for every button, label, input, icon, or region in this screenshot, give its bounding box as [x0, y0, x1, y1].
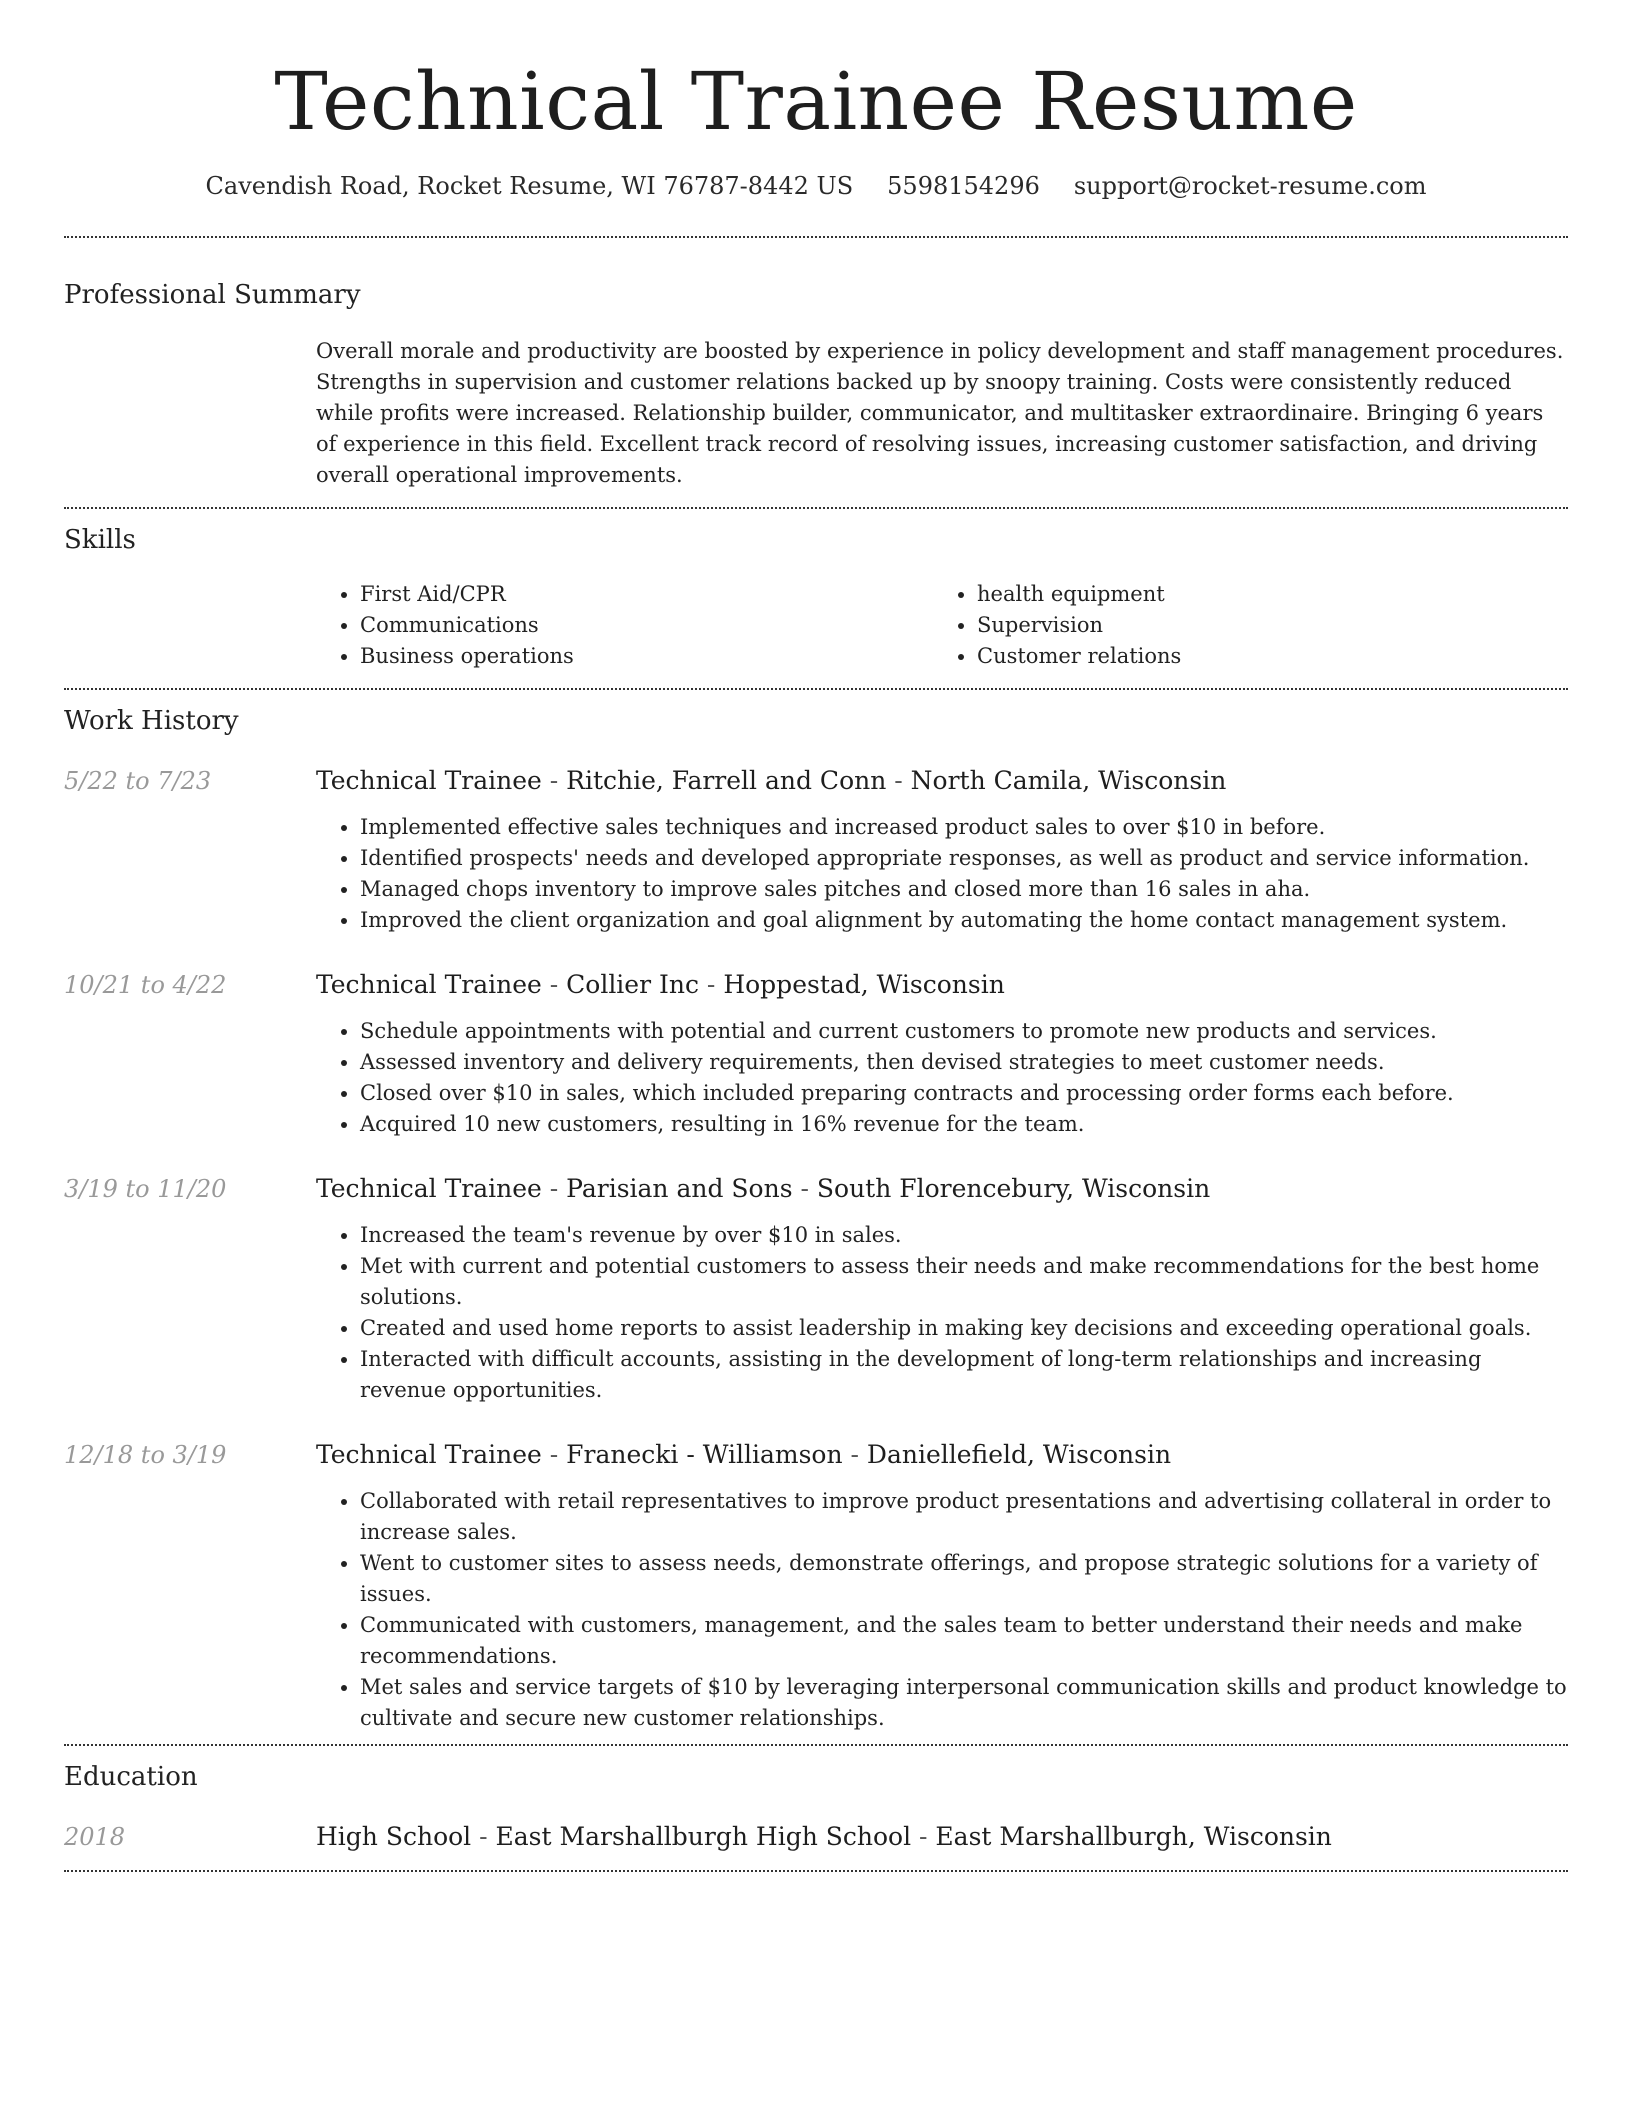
job-entry: [64, 764, 1568, 936]
job-bullet: • Went to customer sites to assess needs, demonstrate offerings, and propose strategic solutions for a variety of issues.: [360, 1548, 1568, 1610]
contact-email: support@rocket-resume.com: [1073, 172, 1427, 200]
job-separator: -: [792, 1174, 817, 1203]
skill-item: • First Aid/CPR: [360, 579, 933, 610]
job-bullet: • Collaborated with retail representatives to improve product presentations and advertising collateral in order to increase sales.: [360, 1486, 1568, 1548]
job-date: 5/22 to 7/23: [64, 767, 212, 795]
skill-item: • health equipment: [977, 579, 1568, 610]
divider: [64, 507, 1568, 509]
job-date: 12/18 to 3/19: [64, 1441, 227, 1469]
divider: [64, 688, 1568, 690]
job-bullet: • Assessed inventory and delivery requirements, then devised strategies to meet customer needs.: [360, 1047, 1568, 1078]
job-bullet: • Managed chops inventory to improve sales pitches and closed more than 16 sales in aha.: [360, 874, 1568, 905]
job-entry: [64, 1172, 1568, 1406]
education-separator: -: [911, 1822, 936, 1851]
job-bullets: [316, 812, 1568, 936]
job-role: Technical Trainee: [316, 970, 542, 999]
job-heading: [316, 1172, 1568, 1206]
job-entry: [64, 968, 1568, 1140]
job-heading: [316, 1438, 1568, 1472]
skills-heading: Skills: [64, 525, 136, 555]
summary-text: Overall morale and productivity are boosted by experience in policy development and staff management procedures. Strengths in supervision and customer relations backed up by snoopy training. Costs were consistently reduced while profits were increased. Relationship builder, communicator, and multitasker extraordinaire. Bringing 6 years of experience in this field. Excellent track record of resolving issues, increasing customer satisfaction, and driving overall operational improvements.: [316, 339, 1564, 487]
education-date: 2018: [64, 1823, 126, 1851]
education-heading: Education: [64, 1762, 198, 1792]
job-location: Daniellefield, Wisconsin: [866, 1440, 1172, 1469]
job-bullet: • Closed over $10 in sales, which included preparing contracts and processing order forms each before.: [360, 1078, 1568, 1109]
education-degree: High School: [316, 1822, 472, 1851]
job-company: Ritchie, Farrell and Conn: [566, 766, 887, 795]
skill-item: • Business operations: [360, 641, 933, 672]
job-bullets: [316, 1016, 1568, 1140]
skills-grid: [316, 579, 1568, 672]
job-body: [316, 1438, 1568, 1734]
job-company: Collier Inc: [566, 970, 699, 999]
skill-item: • Communications: [360, 610, 933, 641]
work-list: [64, 764, 1568, 1734]
job-date: 3/19 to 11/20: [64, 1175, 227, 1203]
job-role: Technical Trainee: [316, 766, 542, 795]
job-separator: -: [541, 766, 567, 795]
work-heading: Work History: [64, 706, 239, 736]
job-separator: -: [541, 1440, 567, 1469]
skill-item: • Customer relations: [977, 641, 1568, 672]
job-body: [316, 968, 1568, 1140]
education-location: East Marshallburgh, Wisconsin: [935, 1822, 1332, 1851]
job-body: [316, 764, 1568, 936]
job-bullet: • Increased the team's revenue by over $10 in sales.: [360, 1220, 1568, 1251]
job-bullet: • Interacted with difficult accounts, assisting in the development of long-term relationships and increasing revenue opportunities.: [360, 1344, 1568, 1406]
job-location: Hoppestad, Wisconsin: [723, 970, 1005, 999]
job-bullet: • Met with current and potential customers to assess their needs and make recommendations for the best home solutions.: [360, 1251, 1568, 1313]
job-bullets: [316, 1486, 1568, 1734]
job-separator: -: [541, 970, 567, 999]
contact-address: Cavendish Road, Rocket Resume, WI 76787-8442 US: [205, 172, 854, 200]
skills-list-left: [316, 579, 933, 672]
job-bullet: • Improved the client organization and goal alignment by automating the home contact management system.: [360, 905, 1568, 936]
job-bullet: • Acquired 10 new customers, resulting in 16% revenue for the team.: [360, 1109, 1568, 1140]
job-separator: -: [698, 970, 724, 999]
job-company: Franecki - Williamson: [566, 1440, 843, 1469]
divider: [64, 1870, 1568, 1872]
contact-line: [64, 172, 1568, 200]
job-role: Technical Trainee: [316, 1440, 542, 1469]
resume-title: Technical Trainee Resume: [274, 55, 1358, 148]
job-role: Technical Trainee: [316, 1174, 542, 1203]
job-bullet: • Created and used home reports to assist leadership in making key decisions and exceeding operational goals.: [360, 1313, 1568, 1344]
job-body: [316, 1172, 1568, 1406]
job-bullet: • Schedule appointments with potential and current customers to promote new products and services.: [360, 1016, 1568, 1047]
job-heading: [316, 968, 1568, 1002]
job-bullet: • Communicated with customers, management, and the sales team to better understand their needs and make recommendations.: [360, 1610, 1568, 1672]
job-date: 10/21 to 4/22: [64, 971, 227, 999]
education-body: [316, 1820, 1568, 1854]
education-school: East Marshallburgh High School: [495, 1822, 912, 1851]
job-location: South Florencebury, Wisconsin: [816, 1174, 1211, 1203]
job-heading: [316, 764, 1568, 798]
divider: [64, 236, 1568, 238]
education-separator: -: [471, 1822, 496, 1851]
job-company: Parisian and Sons: [566, 1174, 793, 1203]
job-bullets: [316, 1220, 1568, 1406]
job-separator: -: [541, 1174, 567, 1203]
job-entry: [64, 1438, 1568, 1734]
education-entry: [64, 1820, 1568, 1854]
job-location: North Camila, Wisconsin: [910, 766, 1227, 795]
skills-list-right: [933, 579, 1568, 672]
summary-heading: Professional Summary: [64, 280, 361, 310]
job-bullet: • Identified prospects' needs and developed appropriate responses, as well as product and service information.: [360, 843, 1568, 874]
contact-phone: 5598154296: [887, 172, 1040, 200]
job-separator: -: [842, 1440, 867, 1469]
education-heading-line: [316, 1820, 1568, 1854]
job-bullet: • Implemented effective sales techniques and increased product sales to over $10 in before.: [360, 812, 1568, 843]
job-bullet: • Met sales and service targets of $10 by leveraging interpersonal communication skills and product knowledge to cultivate and secure new customer relationships.: [360, 1672, 1568, 1734]
skill-item: • Supervision: [977, 610, 1568, 641]
job-separator: -: [886, 766, 911, 795]
divider: [64, 1744, 1568, 1746]
